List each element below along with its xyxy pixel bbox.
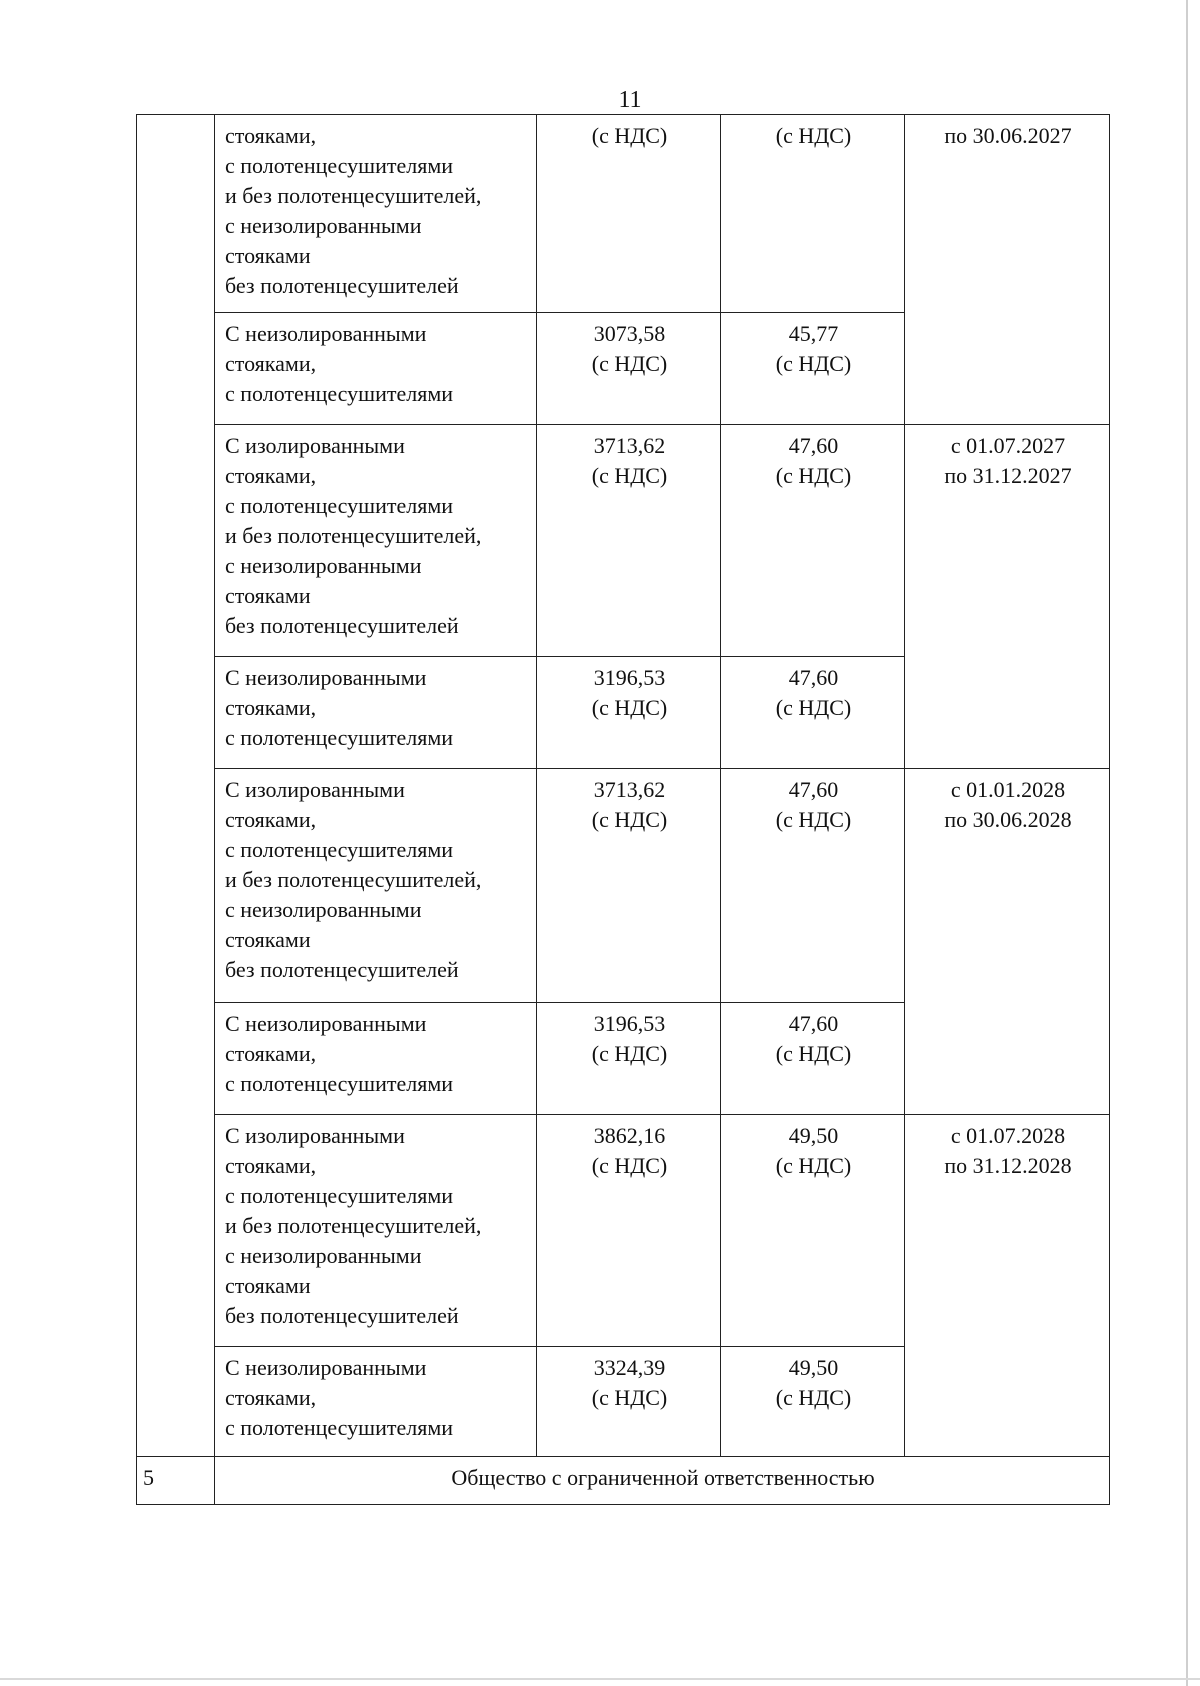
price-cell xyxy=(537,313,721,425)
description-line: с неизолированными xyxy=(225,897,422,922)
row-number-cell-blank xyxy=(137,115,215,1457)
price-cell xyxy=(537,1347,721,1457)
price-value: 3324,39 xyxy=(593,1355,666,1380)
rate-vat-note: (с НДС) xyxy=(775,463,852,488)
description-line: с полотенцесушителями xyxy=(225,1183,454,1208)
description-line: С неизолированными xyxy=(225,1011,427,1036)
rate-value: 47,60 xyxy=(788,433,839,458)
scan-edge-bottom xyxy=(0,1678,1200,1680)
period-line: с 01.07.2027 xyxy=(950,433,1066,458)
description-line: без полотенцесушителей xyxy=(225,613,459,638)
table-row xyxy=(137,115,1110,313)
price-cell xyxy=(537,769,721,1003)
rate-cell xyxy=(721,425,905,657)
price-value: 3713,62 xyxy=(593,433,666,458)
rate-vat-note: (с НДС) xyxy=(775,351,852,376)
price-cell xyxy=(537,657,721,769)
description-line: С неизолированными xyxy=(225,321,427,346)
rate-vat-note: (с НДС) xyxy=(775,1385,852,1410)
price-vat-note: (с НДС) xyxy=(591,807,668,832)
table-row xyxy=(137,425,1110,657)
rate-value: 47,60 xyxy=(788,1011,839,1036)
rate-value: 45,77 xyxy=(788,321,839,346)
table-row xyxy=(137,769,1110,1003)
rate-cell xyxy=(721,769,905,1003)
tariff-table xyxy=(136,114,1110,1505)
period-cell xyxy=(905,115,1110,425)
table-row xyxy=(137,1115,1110,1347)
period-cell xyxy=(905,769,1110,1115)
price-value: 3862,16 xyxy=(593,1123,666,1148)
description-line: без полотенцесушителей xyxy=(225,273,459,298)
description-line: С неизолированными xyxy=(225,665,427,690)
price-vat-note: (с НДС) xyxy=(591,1153,668,1178)
description-line: стояками, xyxy=(225,1041,317,1066)
period-line: с 01.01.2028 xyxy=(950,777,1066,802)
description-line: без полотенцесушителей xyxy=(225,1303,459,1328)
price-value: 3196,53 xyxy=(593,665,666,690)
description-line: с полотенцесушителями xyxy=(225,381,454,406)
description-cell xyxy=(215,425,537,657)
rate-value: 47,60 xyxy=(788,777,839,802)
rate-cell xyxy=(721,657,905,769)
price-cell xyxy=(537,1115,721,1347)
description-line: с полотенцесушителями xyxy=(225,1071,454,1096)
description-line: стояками xyxy=(225,243,311,268)
description-line: С изолированными xyxy=(225,777,405,802)
description-line: стояками, xyxy=(225,463,317,488)
description-cell xyxy=(215,1347,537,1457)
description-cell xyxy=(215,115,537,313)
description-line: С изолированными xyxy=(225,1123,405,1148)
period-cell xyxy=(905,1115,1110,1457)
description-line: и без полотенцесушителей, xyxy=(225,183,482,208)
rate-value: 49,50 xyxy=(788,1355,839,1380)
description-line: стояками, xyxy=(225,351,317,376)
rate-cell xyxy=(721,1347,905,1457)
description-line: с полотенцесушителями xyxy=(225,725,454,750)
price-value: 3073,58 xyxy=(593,321,666,346)
description-line: стояками xyxy=(225,583,311,608)
rate-vat-note: (с НДС) xyxy=(775,695,852,720)
description-line: стояками, xyxy=(225,807,317,832)
price-cell xyxy=(537,425,721,657)
description-line: с полотенцесушителями xyxy=(225,1415,454,1440)
price-value: 3713,62 xyxy=(593,777,666,802)
price-cell xyxy=(537,1003,721,1115)
description-line: С изолированными xyxy=(225,433,405,458)
rate-cell xyxy=(721,313,905,425)
rate-value: 47,60 xyxy=(788,665,839,690)
period-line: по 30.06.2027 xyxy=(944,123,1072,148)
rate-cell xyxy=(721,1003,905,1115)
description-line: с неизолированными xyxy=(225,553,422,578)
price-vat-note: (с НДС) xyxy=(591,695,668,720)
table-row xyxy=(137,1457,1110,1505)
description-cell xyxy=(215,1115,537,1347)
description-line: стояками, xyxy=(225,123,317,148)
price-vat-note: (с НДС) xyxy=(591,1385,668,1410)
description-line: без полотенцесушителей xyxy=(225,957,459,982)
price-vat-note: (с НДС) xyxy=(591,463,668,488)
price-value: 3196,53 xyxy=(593,1011,666,1036)
description-line: с полотенцесушителями xyxy=(225,837,454,862)
organization-name: Общество с ограниченной ответственностью xyxy=(215,1457,1110,1505)
rate-value: 49,50 xyxy=(788,1123,839,1148)
page-number: 11 xyxy=(618,87,642,113)
price-cell xyxy=(537,115,721,313)
description-line: с полотенцесушителями xyxy=(225,493,454,518)
rate-vat-note: (с НДС) xyxy=(775,123,852,148)
description-cell xyxy=(215,1003,537,1115)
period-line: по 31.12.2028 xyxy=(944,1153,1072,1178)
description-cell xyxy=(215,313,537,425)
description-line: С неизолированными xyxy=(225,1355,427,1380)
rate-cell xyxy=(721,115,905,313)
price-vat-note: (с НДС) xyxy=(591,123,668,148)
description-line: с неизолированными xyxy=(225,213,422,238)
scan-edge-right xyxy=(1186,0,1188,1686)
description-line: и без полотенцесушителей, xyxy=(225,867,482,892)
period-line: по 30.06.2028 xyxy=(944,807,1072,832)
period-cell xyxy=(905,425,1110,769)
price-vat-note: (с НДС) xyxy=(591,1041,668,1066)
description-line: стояками xyxy=(225,1273,311,1298)
price-vat-note: (с НДС) xyxy=(591,351,668,376)
description-line: и без полотенцесушителей, xyxy=(225,1213,482,1238)
description-line: с полотенцесушителями xyxy=(225,153,454,178)
description-line: стояками, xyxy=(225,1153,317,1178)
row-number-cell: 5 xyxy=(137,1457,215,1505)
rate-vat-note: (с НДС) xyxy=(775,807,852,832)
rate-vat-note: (с НДС) xyxy=(775,1153,852,1178)
period-line: по 31.12.2027 xyxy=(944,463,1072,488)
rate-cell xyxy=(721,1115,905,1347)
description-cell xyxy=(215,769,537,1003)
description-line: стояками, xyxy=(225,1385,317,1410)
description-line: с неизолированными xyxy=(225,1243,422,1268)
description-line: стояками xyxy=(225,927,311,952)
description-cell xyxy=(215,657,537,769)
rate-vat-note: (с НДС) xyxy=(775,1041,852,1066)
period-line: с 01.07.2028 xyxy=(950,1123,1066,1148)
description-line: и без полотенцесушителей, xyxy=(225,523,482,548)
description-line: стояками, xyxy=(225,695,317,720)
